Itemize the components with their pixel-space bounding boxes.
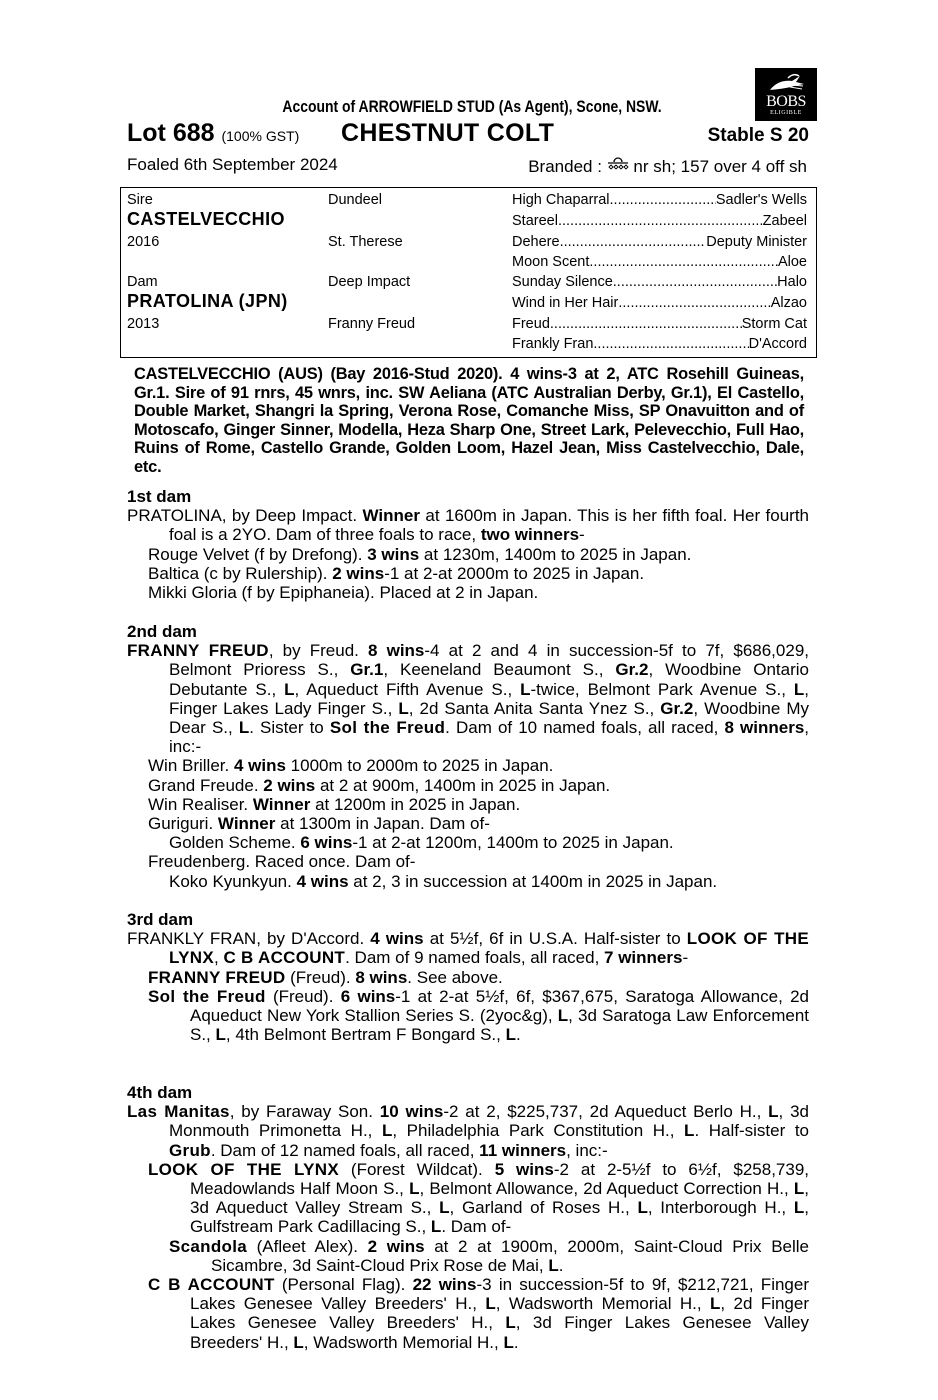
bold-text: 7 winners — [604, 948, 683, 968]
leader-dots — [610, 192, 716, 209]
text: - — [579, 525, 585, 545]
bold-text: 6 wins — [340, 986, 396, 1006]
text: , Wadsworth Memorial H., — [303, 1332, 504, 1352]
black-type-name: C B ACCOUNT — [223, 948, 346, 968]
bold-text: 6 wins — [300, 833, 353, 853]
dam-dam: Franny Freud — [328, 316, 416, 332]
text: . — [515, 1025, 521, 1045]
text: , inc:- — [169, 718, 810, 757]
text: , by Freud. — [268, 641, 369, 661]
text: , Gulfstream Park Cadillacing S., — [190, 1198, 809, 1237]
text: -4 at 2 and 4 in succession-5f to 7f, $686,029, Belmont Prioress S., — [169, 641, 809, 680]
bold-text: L — [557, 1006, 569, 1026]
progeny-entry — [127, 968, 809, 987]
bold-text: L — [684, 1121, 695, 1141]
text: , Aqueduct Fifth Avenue S., — [294, 679, 521, 699]
gen3-sire: Storm Cat — [741, 316, 807, 332]
text: at 1300m in Japan. Dam of- — [275, 814, 490, 834]
text: , Woodbine Ontario Debutante S., — [169, 660, 809, 699]
text: Freudenberg. Raced once. Dam of- — [148, 852, 416, 872]
gen3-sire: Aloe — [777, 254, 807, 270]
progeny-entry — [127, 814, 809, 833]
bold-text: Gr.2 — [660, 698, 694, 718]
gen3-sire: Deputy Minister — [706, 234, 807, 250]
section-heading: 2nd dam — [127, 622, 197, 641]
black-type-name: Las Manitas — [127, 1102, 230, 1122]
black-type-name: FRANNY FREUD — [148, 967, 286, 987]
text: - — [682, 948, 689, 968]
bold-text: L — [439, 1198, 450, 1218]
bold-text: L — [793, 679, 805, 699]
dam-year: 2013 — [127, 316, 160, 332]
text: , Wadsworth Memorial H., — [495, 1294, 711, 1314]
gst-note: (100% GST) — [221, 128, 300, 144]
gen3-sire: D'Accord — [748, 336, 807, 352]
text: PRATOLINA, by Deep Impact. — [127, 506, 363, 526]
bold-text: 8 wins — [368, 641, 425, 661]
text: at 2, 3 in succession at 1400m in 2025 in Japan. — [348, 871, 718, 891]
text: 1000m to 2000m to 2025 in Japan. — [285, 756, 554, 776]
gen3-name: High Chaparral — [512, 192, 610, 208]
text: Mikki Gloria (f by Epiphaneia). Placed at 2 in Japan. — [148, 583, 539, 603]
text: , 3d Saratoga Law Enforcement S., — [190, 1006, 809, 1045]
bold-text: L — [485, 1294, 496, 1314]
progeny-list — [127, 545, 809, 603]
gen3-row — [512, 192, 807, 209]
gen3-name: Wind in Her Hair — [512, 295, 619, 311]
sire-name: CASTELVECCHIO — [127, 209, 285, 229]
text: -1 at 2-at 5½f, 6f, $367,675, Saratoga Allowance, 2d Aqueduct New York Stallion Series S. (2yoc&g), — [190, 986, 810, 1026]
progeny-entry — [127, 1160, 809, 1237]
bold-text: 8 winners — [724, 718, 805, 738]
text: (Afleet Alex). — [246, 1236, 368, 1256]
gen3-name: Stareel — [512, 213, 558, 229]
black-type-name: Sol the Freud — [148, 986, 266, 1006]
text: . See above. — [407, 967, 503, 987]
bold-text: 2 wins — [367, 1236, 425, 1256]
bold-text: L — [505, 1313, 516, 1333]
text: -2 at 2-5½f to 6½f, $258,739, Meadowlands Half Moon S., — [190, 1159, 810, 1199]
gen3-name: Moon Scent — [512, 254, 590, 270]
gen3-row — [512, 274, 807, 291]
bold-text: 4 wins — [370, 929, 424, 949]
progeny-entry — [127, 545, 809, 564]
black-type-name: C B ACCOUNT — [148, 1275, 275, 1295]
text: , — [213, 948, 224, 968]
bold-text: 2 wins — [263, 775, 316, 795]
text: (Freud). — [265, 986, 341, 1006]
branded-text: nr sh; 157 over 4 off sh — [633, 157, 807, 176]
bold-text: 4 wins — [233, 756, 286, 776]
leader-dots — [613, 274, 777, 291]
progeny-entry — [127, 564, 809, 583]
text: Koko Kyunkyun. — [169, 871, 297, 891]
bold-text: L — [398, 698, 409, 718]
text: Golden Scheme. — [169, 833, 301, 853]
bold-text: 4 wins — [296, 871, 349, 891]
dam-main — [127, 641, 809, 756]
text: (Personal Flag). — [274, 1275, 413, 1295]
progeny-entry — [127, 756, 809, 775]
progeny-list — [127, 968, 809, 1045]
text: , Belmont Allowance, 2d Aqueduct Correction H., — [419, 1179, 794, 1199]
leader-dots — [593, 336, 748, 353]
gen3-sire: Halo — [777, 274, 807, 290]
gen3-row — [512, 254, 807, 271]
text: Guriguri. — [148, 814, 218, 834]
text: at 5½f, 6f in U.S.A. Half-sister to — [423, 929, 687, 949]
text: , Finger Lakes Lady Finger S., — [169, 679, 809, 718]
text: , Interborough H., — [647, 1198, 794, 1218]
bold-text: 22 wins — [412, 1275, 477, 1295]
text: Baltica (c by Rulership). — [148, 563, 333, 583]
progeny-entry — [127, 795, 809, 814]
text: , inc:- — [566, 1140, 608, 1160]
brand-mark-icon — [607, 155, 629, 173]
dam-main — [127, 1102, 809, 1160]
logo-text: BOBS — [766, 93, 806, 110]
gen3-sire: Alzao — [770, 295, 807, 311]
text: . Half-sister to — [694, 1121, 809, 1141]
bold-text: 8 wins — [355, 967, 408, 987]
brand-info — [528, 155, 807, 177]
text: . — [513, 1332, 519, 1352]
progeny-entry — [127, 1275, 809, 1352]
text: , Keeneland Beaumont S., — [383, 660, 616, 680]
bold-text: L — [710, 1294, 721, 1314]
branded-label: Branded : — [528, 157, 602, 176]
text: Win Briller. — [148, 756, 234, 776]
gen3-row — [512, 295, 807, 312]
text: -twice, Belmont Park Avenue S., — [530, 679, 794, 699]
text: , Woodbine My Dear S., — [169, 698, 809, 738]
text: Rouge Velvet (f by Drefong). — [148, 544, 368, 564]
progeny-list — [127, 1160, 809, 1352]
text: FRANKLY FRAN, by D'Accord. — [127, 929, 371, 949]
text: , by Faraway Son. — [229, 1102, 380, 1122]
gen3-row — [512, 336, 807, 353]
lot-description: CHESTNUT COLT — [341, 119, 555, 147]
progeny-entry — [127, 776, 809, 795]
sire-sire: Dundeel — [328, 192, 383, 208]
black-type-name: LOOK OF THE LYNX — [169, 929, 809, 968]
gen3-sire: Zabeel — [762, 213, 807, 229]
text: at 1230m, 1400m to 2025 in Japan. — [419, 544, 692, 564]
black-type-name: Sol the Freud — [329, 718, 446, 738]
text: , 2d Finger Lakes Genesee Valley Breeders' H., — [190, 1294, 810, 1333]
progeny-entry — [127, 583, 809, 602]
progeny-entry — [127, 852, 809, 871]
bold-text: 5 wins — [494, 1159, 554, 1179]
bold-text: L — [430, 1217, 442, 1237]
bold-text: L — [293, 1332, 304, 1352]
text: at 2 at 900m, 1400m in 2025 in Japan. — [315, 775, 611, 795]
progeny-entry — [127, 987, 809, 1045]
text: , 3d Aqueduct Valley Stream S., — [190, 1179, 809, 1218]
gen3-row — [512, 213, 807, 230]
lot-number — [127, 119, 299, 148]
text: at 1200m in 2025 in Japan. — [310, 794, 521, 814]
bold-text: L — [215, 1025, 226, 1045]
section-heading: 1st dam — [127, 487, 192, 506]
text: , 2d Santa Anita Santa Ynez S., — [408, 698, 661, 718]
bold-text: two winners — [480, 525, 580, 545]
text: at 1600m in Japan. This is her fifth foal. Her fourth foal is a 2YO. Dam of three foals to race, — [169, 506, 809, 545]
bold-text: L — [503, 1332, 514, 1352]
dam-name: PRATOLINA (JPN) — [127, 291, 288, 311]
text: . Dam of 10 named foals, all raced, — [445, 718, 725, 738]
bold-text: L — [238, 718, 250, 738]
text: at 2 at 1900m, 2000m, Saint-Cloud Prix Belle Sicambre, 3d Saint-Cloud Prix Rose de Mai, — [211, 1236, 809, 1275]
sire-year: 2016 — [127, 234, 160, 250]
text: . Dam of- — [441, 1217, 512, 1237]
bold-text: L — [409, 1179, 420, 1199]
progeny-entry — [127, 1237, 809, 1275]
bold-text: L — [520, 679, 531, 699]
progeny-entry — [127, 872, 809, 891]
dam-main — [127, 929, 809, 967]
fourth-dam-section — [127, 1083, 809, 1352]
text: Grand Freude. — [148, 775, 264, 795]
gen3-name: Frankly Fran — [512, 336, 594, 352]
text: -2 at 2, $225,737, 2d Aqueduct Berlo H., — [443, 1102, 769, 1122]
gen3-name: Freud — [512, 316, 550, 332]
sire-label: Sire — [127, 192, 153, 208]
gen3-name: Sunday Silence — [512, 274, 613, 290]
second-dam-section — [127, 622, 809, 891]
gen3-sire: Sadler's Wells — [715, 192, 807, 208]
bobs-eligible-logo — [755, 68, 817, 121]
bold-text: 10 wins — [379, 1102, 444, 1122]
text: (Freud). — [285, 967, 356, 987]
third-dam-section — [127, 910, 809, 1044]
bold-text: Winner — [252, 794, 311, 814]
text: Win Realiser. — [148, 794, 253, 814]
text: . — [558, 1255, 564, 1275]
horse-head-icon — [766, 72, 806, 94]
text: . Dam of 9 named foals, all raced, — [345, 948, 605, 968]
leader-dots — [589, 254, 778, 271]
black-type-name: FRANNY FREUD — [127, 641, 269, 661]
bold-text: L — [637, 1198, 648, 1218]
first-dam-section — [127, 487, 809, 602]
bold-text: Gr.2 — [615, 660, 649, 680]
bold-text: Winner — [217, 814, 276, 834]
gen3-row — [512, 316, 807, 333]
text: -1 at 2-at 1200m, 1400m to 2025 in Japan. — [352, 833, 674, 853]
bold-text: L — [793, 1198, 805, 1218]
sire-summary: CASTELVECCHIO (AUS) (Bay 2016-Stud 2020). 4 wins-3 at 2, ATC Rosehill Guineas, Gr.1. Sire of 91 rnrs, 45 wnrs, inc. SW Aeliana (ATC Australian Derby, Gr.1), El Castello, Double Market, Shangri la Spring, Verona Rose, Comanche Miss, SP Onavuitton and of Motoscafo, Ginger Sinner, Modella, Heza Sharp One, Street Lark, Pelevecchio, Full Hao, Ruins of Rome, Castello Grande, Golden Loom, Hazel Jean, Miss Castelvecchio, Dale, etc. — [134, 365, 804, 476]
stable-location: Stable S 20 — [707, 125, 809, 146]
text: . Sister to — [249, 718, 330, 738]
gen3-name: Dehere — [512, 234, 560, 250]
logo-subtext: ELIGIBLE — [770, 110, 802, 116]
text: , 3d Monmouth Primonetta H., — [169, 1102, 809, 1141]
dam-label: Dam — [127, 274, 158, 290]
gen3-row — [512, 234, 807, 251]
dam-sire: Deep Impact — [328, 274, 411, 290]
bold-text: Gr.1 — [350, 660, 384, 680]
text: , 3d Finger Lakes Genesee Valley Breeders' H., — [190, 1313, 809, 1352]
bold-text: L — [381, 1121, 393, 1141]
lot-label: Lot 688 — [127, 119, 215, 147]
bold-text: L — [505, 1025, 516, 1045]
section-heading: 3rd dam — [127, 910, 194, 929]
text: , 4th Belmont Bertram F Bongard S., — [225, 1025, 506, 1045]
lot-line — [127, 119, 809, 151]
bold-text: L — [284, 679, 295, 699]
dam-main — [127, 506, 809, 544]
black-type-name: Scandola — [169, 1236, 247, 1256]
bold-text: Winner — [362, 506, 420, 526]
bold-text: 3 wins — [367, 544, 420, 564]
bold-text: L — [548, 1255, 559, 1275]
bold-text: 11 winners — [479, 1140, 567, 1160]
text: (Forest Wildcat). — [339, 1159, 495, 1179]
bold-text: L — [793, 1179, 805, 1199]
text: . Dam of 12 named foals, all raced, — [210, 1140, 480, 1160]
pedigree-table — [120, 187, 817, 358]
text: -1 at 2-at 2000m to 2025 in Japan. — [384, 563, 645, 583]
black-type-name: LOOK OF THE LYNX — [148, 1159, 340, 1179]
leader-dots — [558, 213, 763, 230]
text: , Philadelphia Park Constitution H., — [392, 1121, 685, 1141]
leader-dots — [550, 316, 742, 333]
bold-text: 2 wins — [332, 563, 385, 583]
progeny-entry — [127, 833, 809, 852]
text: , Garland of Roses H., — [449, 1198, 638, 1218]
section-heading: 4th dam — [127, 1083, 193, 1102]
bold-text: L — [768, 1102, 779, 1122]
sire-dam: St. Therese — [328, 234, 403, 250]
black-type-name: Grub — [169, 1140, 211, 1160]
vendor-account: Account of ARROWFIELD STUD (As Agent), Scone, NSW. — [282, 97, 662, 116]
text: -3 in succession-5f to 9f, $212,721, Finger Lakes Genesee Valley Breeders' H., — [190, 1275, 809, 1314]
leader-dots — [618, 295, 770, 312]
foaled-date: Foaled 6th September 2024 — [127, 155, 338, 174]
leader-dots — [560, 234, 707, 251]
progeny-list — [127, 756, 809, 890]
